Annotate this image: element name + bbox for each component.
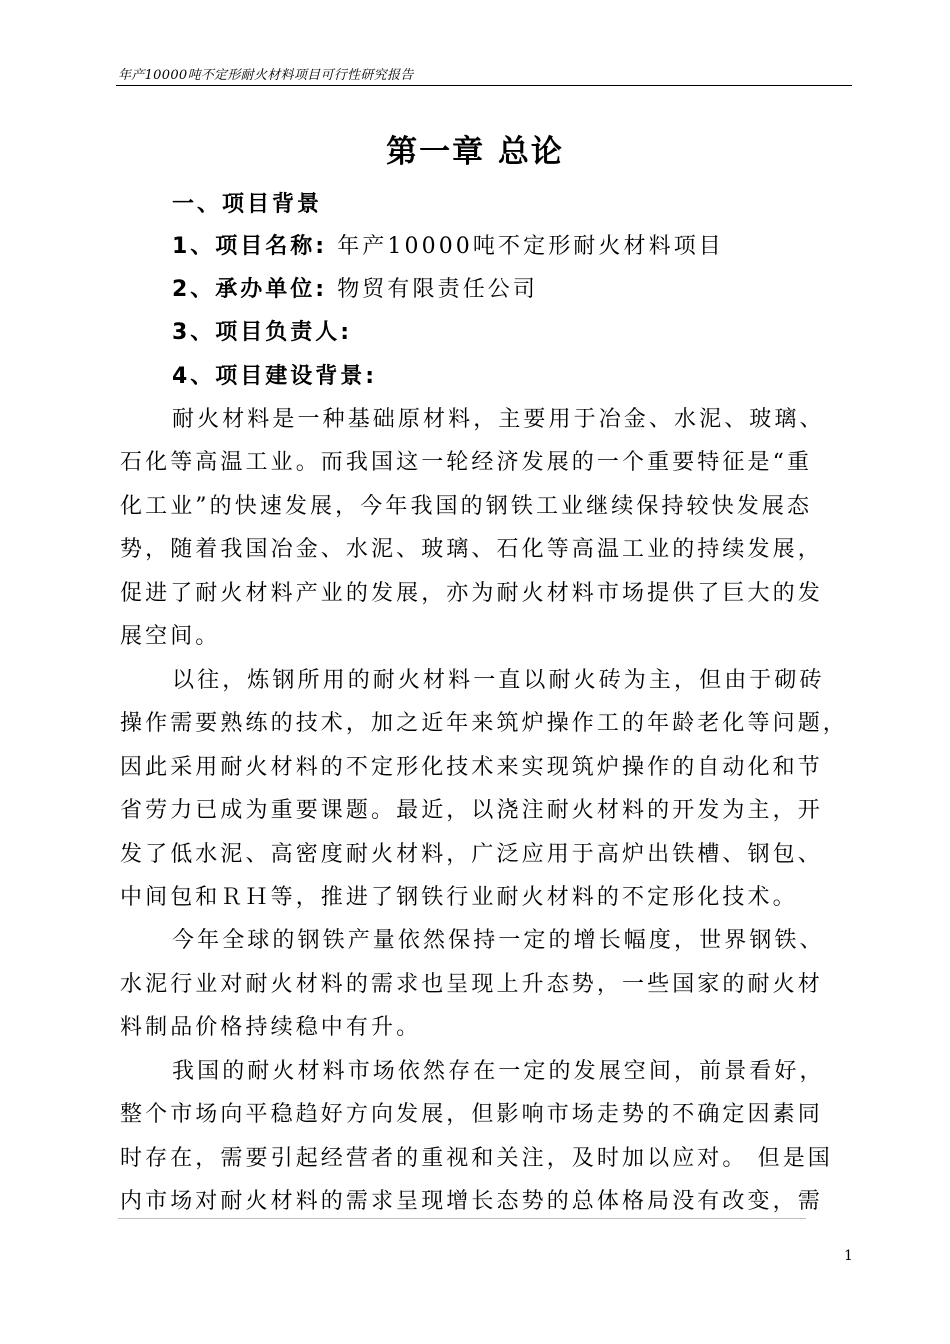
body-line: 石化等高温工业。而我国这一轮经济发展的一个重要特征是“重 [120,450,813,475]
body-line: 水泥行业对耐火材料的需求也呈现上升态势，一些国家的耐火材 [120,972,823,997]
footer-rule [118,1218,806,1219]
body-line: 因此采用耐火材料的不定形化技术来实现筑炉操作的自动化和节 [120,755,823,780]
item-organizer [172,270,912,310]
body-line: 以往，炼钢所用的耐火材料一直以耐火砖为主，但由于砌砖 [172,668,825,693]
body-line: 操作需要熟练的技术，加之近年来筑炉操作工的年龄老化等问题， [120,711,848,736]
body-line: 省劳力已成为重要课题。最近，以浇注耐火材料的开发为主，开 [120,798,823,823]
body-line: 我国的耐火材料市场依然存在一定的发展空间，前景看好， [172,1059,825,1084]
body-line: 料制品价格持续稳中有升。 [120,1015,422,1040]
body-line: 时存在，需要引起经营者的重视和关注，及时加以应对。 但是国 [120,1146,833,1171]
body-line: 中间包和ＲＨ等，推进了钢铁行业耐火材料的不定形化技术。 [120,885,798,910]
body-line: 展空间。 [120,624,221,649]
body-line: 促进了耐火材料产业的发展，亦为耐火材料市场提供了巨大的发 [120,581,823,606]
item-label: 4、项目建设背景: [172,364,378,389]
item-label: 3、项目负责人: [172,320,353,345]
header-rule [116,85,852,86]
item-background [172,357,912,397]
section-heading: 一、项目背景 [172,192,323,217]
body-line: 发了低水泥、高密度耐火材料，广泛应用于高炉出铁槽、钢包、 [120,842,823,867]
header-title: 年产10000吨不定形耐火材料项目可行性研究报告 [118,68,414,83]
body-line: 势，随着我国冶金、水泥、玻璃、石化等高温工业的持续发展， [120,537,823,562]
item-value: 物贸有限责任公司 [327,277,539,302]
item-label: 2、承办单位: [172,277,328,302]
body-line: 耐火材料是一种基础原材料，主要用于冶金、水泥、玻璃、 [172,407,825,432]
body-line: 内市场对耐火材料的需求呈现增长态势的总体格局没有改变，需 [120,1189,823,1214]
item-leader [172,313,912,353]
body-line: 化工业”的快速发展，今年我国的钢铁工业继续保持较快发展态 [120,494,813,519]
body-line: 整个市场向平稳趋好方向发展，但影响市场走势的不确定因素同 [120,1102,823,1127]
page-number: 1 [844,1248,853,1264]
item-project-name [172,227,912,267]
item-value: 年产10000吨不定形耐火材料项目 [327,234,724,259]
body-line: 今年全球的钢铁产量依然保持一定的增长幅度，世界钢铁、 [172,928,825,953]
chapter-title: 第一章 总论 [386,134,564,170]
item-label: 1、项目名称: [172,234,328,259]
